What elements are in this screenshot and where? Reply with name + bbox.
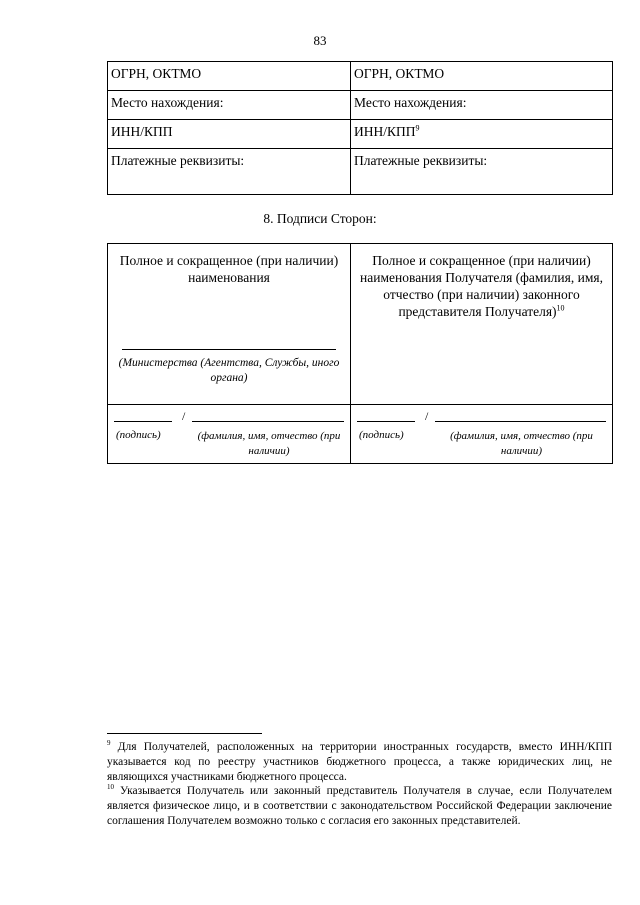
right-signature-cell — [351, 405, 613, 464]
footnote-ref-10: 10 — [556, 303, 565, 313]
sign-label: (подпись) — [116, 429, 161, 441]
left-party-cell — [108, 244, 351, 405]
name-label: (фамилия, имя, отчество (при наличии) — [197, 430, 341, 457]
ogrn-oktmo-left: ОГРН, ОКТМО — [108, 62, 351, 91]
footnote-text: Указывается Получатель или законный представитель Получателя в случае, если Получателем является физическое лицо, и в соответствии с законодательством Российской Федерации заключение соглашения Получателем возможно только с согласия его законных представителей. — [107, 785, 612, 827]
table-row — [108, 405, 613, 464]
slash: / — [425, 409, 429, 423]
table-row — [108, 120, 613, 149]
org-name-line — [122, 349, 336, 350]
footnote-text: Для Получателей, расположенных на территории иностранных государств, вместо ИНН/КПП указывается код по реестру участников бюджетного процесса, а также юридических лиц, не являющихся участниками бюджетного процесса. — [107, 741, 612, 783]
right-party-header: Полное и сокращенное (при наличии) наименования Получателя (фамилия, имя, отчество (при наличии) законного представителя Получателя) — [360, 253, 603, 319]
signature-line — [114, 421, 172, 422]
footnote-ref-9: 9 — [415, 123, 420, 133]
name-line — [192, 421, 344, 422]
org-caption: (Министерства (Агентства, Службы, иного органа) — [118, 357, 340, 384]
left-party-header: Полное и сокращенное (при наличии) наименования — [119, 253, 339, 285]
payment-details-left: Платежные реквизиты: — [108, 149, 351, 195]
right-party-cell — [351, 244, 613, 405]
left-signature-cell — [108, 405, 351, 464]
footnote-10 — [107, 784, 612, 829]
inn-kpp-left: ИНН/КПП — [108, 120, 351, 149]
name-label: (фамилия, имя, отчество (при наличии) — [450, 430, 593, 457]
sign-label: (подпись) — [359, 429, 404, 441]
right-signature-row — [357, 409, 606, 457]
signatures-table — [107, 243, 613, 464]
table-row — [108, 91, 613, 120]
slash: / — [182, 409, 186, 423]
footnote-9 — [107, 740, 612, 785]
signature-line — [357, 421, 415, 422]
footnote-mark: 10 — [107, 783, 114, 792]
name-line — [435, 421, 606, 422]
left-signature-row — [114, 409, 344, 457]
table-row — [108, 244, 613, 405]
table-row — [108, 62, 613, 91]
location-left: Место нахождения: — [108, 91, 351, 120]
footnote-mark: 9 — [107, 739, 111, 748]
table-row — [108, 149, 613, 195]
section-title: 8. Подписи Сторон: — [263, 211, 377, 226]
footnote-separator — [107, 733, 262, 734]
inn-kpp-right-cell — [351, 120, 613, 149]
requisites-table — [107, 61, 613, 195]
ogrn-oktmo-right: ОГРН, ОКТМО — [351, 62, 613, 91]
page-number: 83 — [313, 33, 327, 48]
location-right: Место нахождения: — [351, 91, 613, 120]
payment-details-right: Платежные реквизиты: — [351, 149, 613, 195]
inn-kpp-right: ИНН/КПП — [354, 124, 416, 139]
